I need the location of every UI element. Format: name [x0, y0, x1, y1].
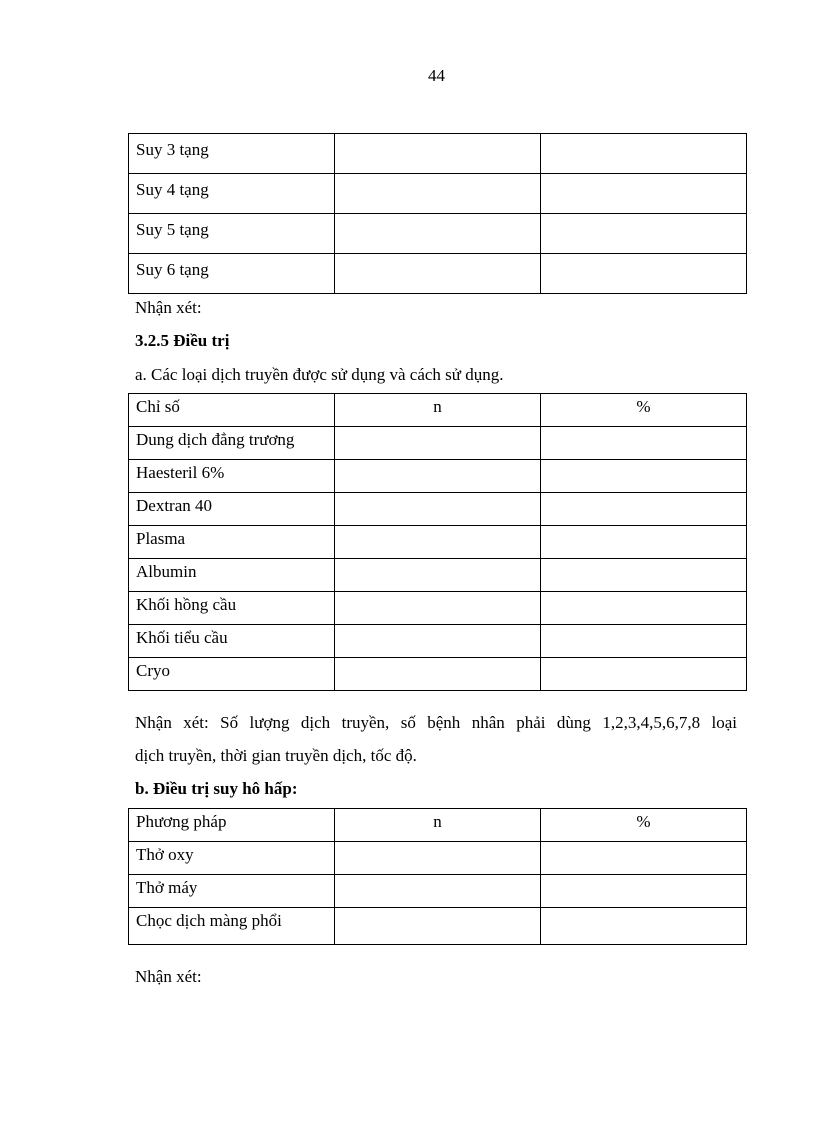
- percent-cell: [541, 592, 747, 625]
- percent-cell: [541, 875, 747, 908]
- percent-cell: [541, 427, 747, 460]
- column-header: %: [541, 394, 747, 427]
- table-row: [129, 625, 747, 658]
- table-header-row: [129, 394, 747, 427]
- n-cell: [335, 427, 541, 460]
- n-cell: [335, 875, 541, 908]
- percent-cell: [541, 625, 747, 658]
- column-header: Phương pháp: [129, 809, 335, 842]
- page-number: 44: [428, 66, 445, 85]
- n-cell: [335, 214, 541, 254]
- table-row: [129, 427, 747, 460]
- column-header: Chỉ số: [129, 394, 335, 427]
- remark-text: Nhận xét: Số lượng dịch truyền, số bệnh nhân phải dùng 1,2,3,4,5,6,7,8 loại: [135, 713, 737, 732]
- table-row: [129, 493, 747, 526]
- n-cell: [335, 625, 541, 658]
- table-row: [129, 842, 747, 875]
- table-row: [129, 875, 747, 908]
- table-header-row: [129, 809, 747, 842]
- table-row: [129, 254, 747, 294]
- table-row: [129, 134, 747, 174]
- percent-cell: [541, 254, 747, 294]
- remark-text: Nhận xét:: [135, 298, 202, 317]
- table-row: [129, 592, 747, 625]
- percent-cell: [541, 134, 747, 174]
- column-header: n: [335, 809, 541, 842]
- n-cell: [335, 908, 541, 945]
- percent-cell: [541, 842, 747, 875]
- table-row: [129, 214, 747, 254]
- fluids-table: [128, 393, 747, 691]
- percent-cell: [541, 908, 747, 945]
- n-cell: [335, 134, 541, 174]
- row-label: Suy 6 tạng: [129, 254, 335, 294]
- section-heading: 3.2.5 Điều trị: [135, 331, 230, 350]
- row-label: Thở oxy: [129, 842, 335, 875]
- percent-cell: [541, 493, 747, 526]
- row-label: Haesteril 6%: [129, 460, 335, 493]
- row-label: Plasma: [129, 526, 335, 559]
- table-row: [129, 526, 747, 559]
- percent-cell: [541, 214, 747, 254]
- table-row: [129, 460, 747, 493]
- n-cell: [335, 460, 541, 493]
- row-label: Dung dịch đẳng trương: [129, 427, 335, 460]
- percent-cell: [541, 559, 747, 592]
- n-cell: [335, 842, 541, 875]
- n-cell: [335, 592, 541, 625]
- n-cell: [335, 254, 541, 294]
- row-label: Albumin: [129, 559, 335, 592]
- remark-text: Nhận xét:: [135, 967, 202, 986]
- n-cell: [335, 174, 541, 214]
- subsection-b-title: b. Điều trị suy hô hấp:: [135, 779, 298, 798]
- n-cell: [335, 493, 541, 526]
- row-label: Chọc dịch màng phổi: [129, 908, 335, 945]
- table-row: [129, 559, 747, 592]
- row-label: Khối tiểu cầu: [129, 625, 335, 658]
- row-label: Thở máy: [129, 875, 335, 908]
- row-label: Dextran 40: [129, 493, 335, 526]
- organ-failure-table: [128, 133, 747, 294]
- subsection-a-title: a. Các loại dịch truyền được sử dụng và cách sử dụng.: [135, 365, 504, 384]
- percent-cell: [541, 526, 747, 559]
- table-row: [129, 908, 747, 945]
- n-cell: [335, 526, 541, 559]
- remark-text-continued: dịch truyền, thời gian truyền dịch, tốc độ.: [135, 746, 417, 765]
- row-label: Cryo: [129, 658, 335, 691]
- row-label: Suy 3 tạng: [129, 134, 335, 174]
- percent-cell: [541, 174, 747, 214]
- column-header: %: [541, 809, 747, 842]
- n-cell: [335, 559, 541, 592]
- row-label: Suy 5 tạng: [129, 214, 335, 254]
- percent-cell: [541, 658, 747, 691]
- column-header: n: [335, 394, 541, 427]
- n-cell: [335, 658, 541, 691]
- table-row: [129, 658, 747, 691]
- table-row: [129, 174, 747, 214]
- row-label: Khối hồng cầu: [129, 592, 335, 625]
- percent-cell: [541, 460, 747, 493]
- respiratory-treatment-table: [128, 808, 747, 945]
- row-label: Suy 4 tạng: [129, 174, 335, 214]
